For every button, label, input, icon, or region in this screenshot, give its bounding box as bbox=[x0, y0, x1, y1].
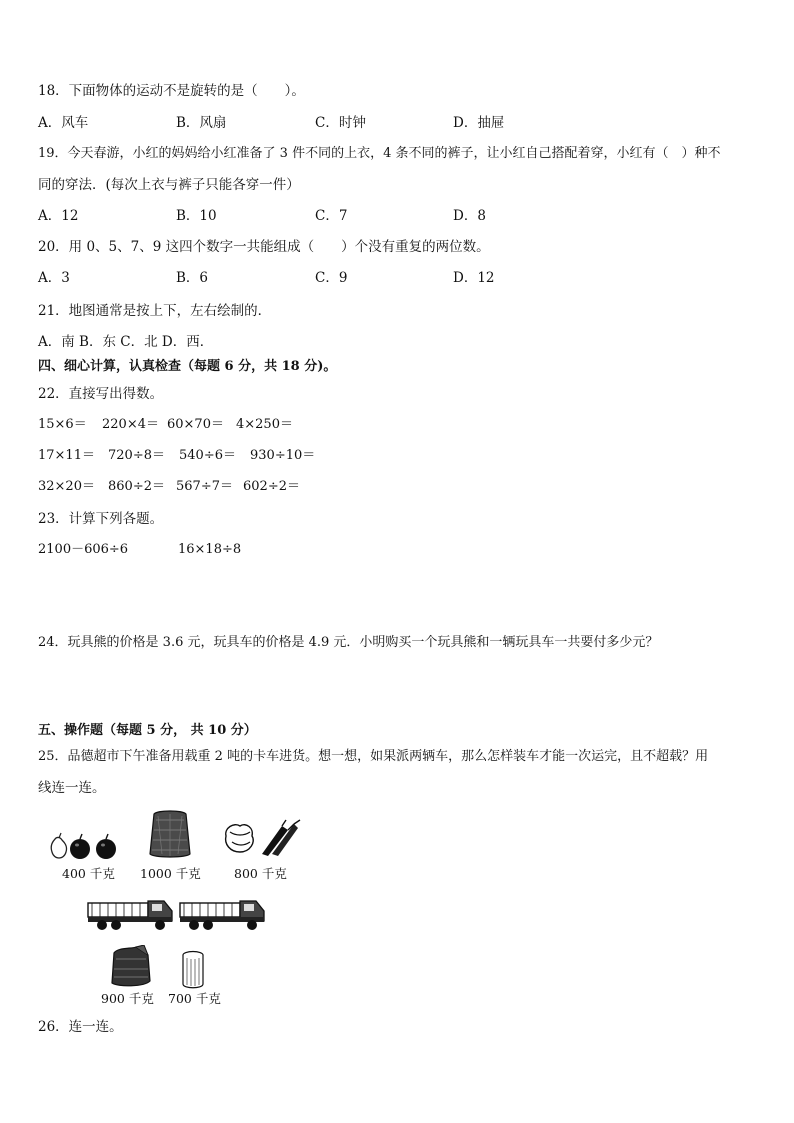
truck-icon[interactable] bbox=[178, 893, 268, 933]
q22-cell: 860÷2＝ bbox=[108, 479, 165, 494]
q19-option-a: A．12 bbox=[38, 208, 79, 224]
truck-icon[interactable] bbox=[86, 893, 176, 933]
goods-label: 700 千克 bbox=[168, 991, 221, 1006]
q22-cell: 720÷8＝ bbox=[108, 448, 165, 463]
sack-icon bbox=[146, 808, 194, 860]
q20-option-c: C．9 bbox=[315, 270, 348, 286]
q20-option-d: D．12 bbox=[453, 270, 495, 286]
q21-stem: 21．地图通常是按上下，左右绘制的． bbox=[38, 303, 272, 319]
q22-cell: 60×70＝ bbox=[167, 417, 224, 432]
q21-options: A．南 B．东 C．北 D．西． bbox=[38, 334, 214, 350]
q23-item-1: 2100－606÷6 bbox=[38, 542, 129, 557]
q24-stem: 24．玩具熊的价格是 3.6 元，玩具车的价格是 4.9 元．小明购买一个玩具熊和一辆玩具车一共要付多少元？ bbox=[38, 635, 659, 650]
q22-cell: 17×11＝ bbox=[38, 448, 95, 463]
q19-option-c: C．7 bbox=[315, 208, 348, 224]
q22-stem: 22．直接写出得数。 bbox=[38, 386, 164, 402]
q25-stem-line1: 25．品德超市下午准备用载重 2 吨的卡车进货。想一想，如果派两辆车，那么怎样装车才能一次运完，且不超载？用 bbox=[38, 749, 709, 764]
goods-label: 400 千克 bbox=[62, 866, 115, 881]
goods-label: 800 千克 bbox=[234, 866, 287, 881]
goods-label: 900 千克 bbox=[101, 991, 154, 1006]
q19-option-d: D．8 bbox=[453, 208, 486, 224]
q18-option-a: A．风车 bbox=[38, 115, 89, 131]
q23-item-2: 16×18÷8 bbox=[178, 542, 242, 557]
vegetables-icon bbox=[220, 818, 302, 858]
q22-cell: 4×250＝ bbox=[236, 417, 293, 432]
bag-icon bbox=[108, 945, 154, 989]
q22-cell: 602÷2＝ bbox=[243, 479, 300, 494]
q20-option-b: B．6 bbox=[176, 270, 209, 286]
q22-cell: 220×4＝ bbox=[102, 417, 159, 432]
fruit-icon bbox=[46, 832, 122, 862]
can-icon bbox=[180, 950, 206, 990]
q19-stem-line2: 同的穿法．(每次上衣与裤子只能各穿一件） bbox=[38, 177, 300, 193]
q22-cell: 540÷6＝ bbox=[179, 448, 236, 463]
q19-option-b: B．10 bbox=[176, 208, 217, 224]
q18-option-b: B．风扇 bbox=[176, 115, 227, 131]
q18-stem: 18．下面物体的运动不是旋转的是（ ）。 bbox=[38, 83, 305, 99]
q26-stem: 26．连一连。 bbox=[38, 1019, 123, 1035]
q25-stem-line2: 线连一连。 bbox=[38, 780, 106, 796]
goods-label: 1000 千克 bbox=[140, 866, 201, 881]
q20-option-a: A．3 bbox=[38, 270, 70, 286]
q22-cell: 930÷10＝ bbox=[250, 448, 316, 463]
q23-stem: 23．计算下列各题。 bbox=[38, 511, 164, 527]
section5-heading: 五、操作题（每题 5 分， 共 10 分） bbox=[38, 723, 257, 738]
q22-cell: 15×6＝ bbox=[38, 417, 87, 432]
q18-option-c: C．时钟 bbox=[315, 115, 366, 131]
q22-cell: 567÷7＝ bbox=[176, 479, 233, 494]
q18-option-d: D．抽屉 bbox=[453, 115, 505, 131]
section4-heading: 四、细心计算，认真检查（每题 6 分，共 18 分)。 bbox=[38, 359, 337, 374]
q22-cell: 32×20＝ bbox=[38, 479, 95, 494]
q20-stem: 20．用 0、5、7、9 这四个数字一共能组成（ ）个没有重复的两位数。 bbox=[38, 239, 490, 255]
q19-stem-line1: 19．今天春游，小红的妈妈给小红准备了 3 件不同的上衣，4 条不同的裤子，让小红自己搭配着穿，小红有（ ）种不 bbox=[38, 146, 721, 161]
